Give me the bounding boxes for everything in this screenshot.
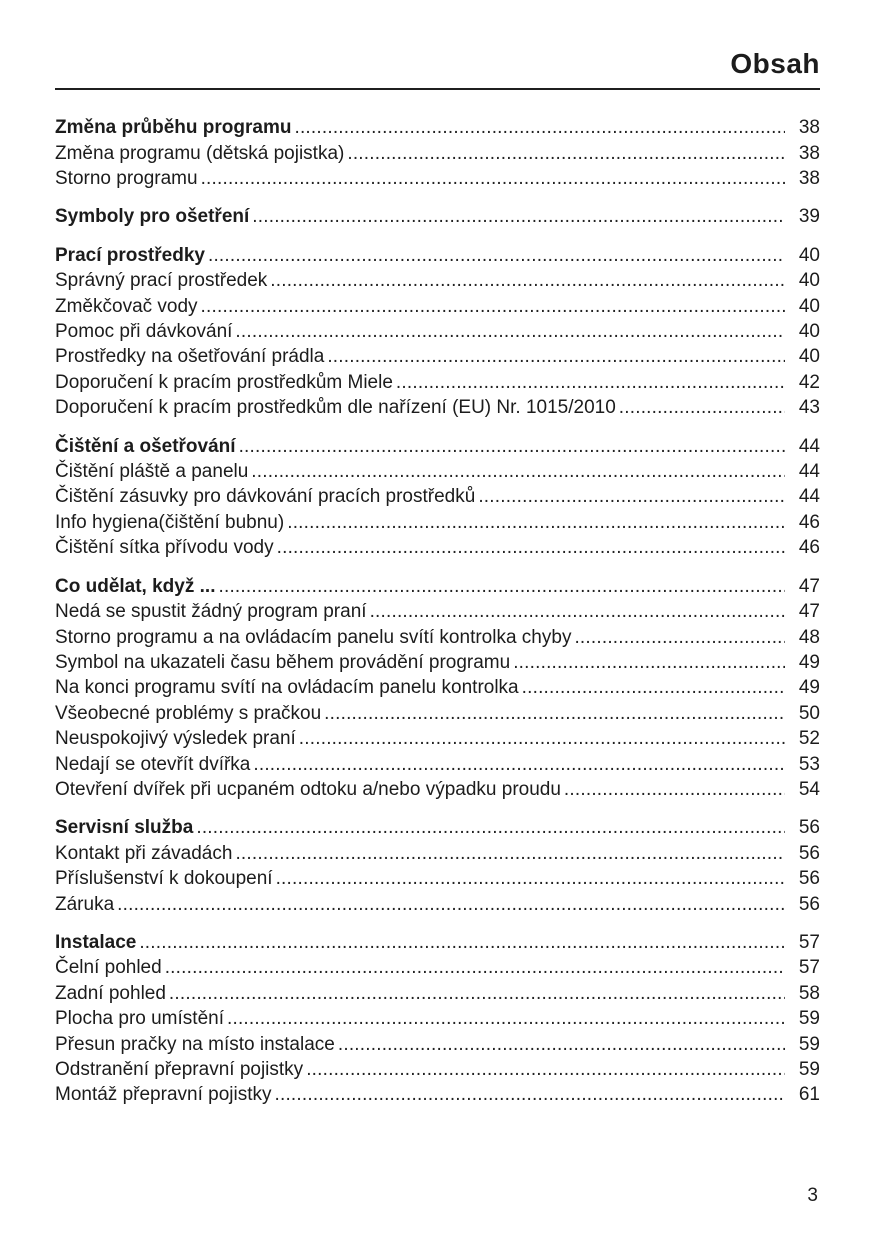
- toc-leader-dots: [478, 484, 785, 509]
- toc-entry-label: Prostředky na ošetřování prádla: [55, 346, 325, 368]
- toc-section: [55, 930, 820, 1108]
- toc: [55, 115, 820, 1108]
- toc-leader-dots: [619, 395, 785, 420]
- toc-row: [55, 294, 820, 319]
- toc-row: [55, 268, 820, 293]
- toc-entry-page: 50: [798, 702, 820, 724]
- toc-entry-label: Storno programu: [55, 168, 198, 189]
- toc-entry-page: 38: [798, 142, 820, 164]
- toc-entry-page: 53: [798, 753, 820, 775]
- toc-row: [55, 319, 820, 344]
- toc-entry-label: Odstranění přepravní pojistky: [55, 1059, 304, 1080]
- toc-entry-label: Přesun pračky na místo instalace: [55, 1033, 335, 1055]
- toc-leader-dots: [338, 1032, 785, 1057]
- toc-row: [55, 701, 820, 726]
- toc-entry-page: 46: [798, 511, 820, 533]
- toc-section: [55, 204, 820, 229]
- toc-section: [55, 243, 820, 421]
- toc-entry-page: 40: [798, 270, 820, 292]
- toc-entry-label: Na konci programu svítí na ovládacím panelu kontrolka: [55, 677, 519, 699]
- toc-entry-label: Příslušenství k dokoupení: [55, 868, 273, 890]
- toc-entry-page: 56: [798, 893, 820, 915]
- toc-row: [55, 395, 820, 420]
- toc-entry-label: Neuspokojivý výsledek praní: [55, 728, 296, 750]
- page-header: [55, 0, 820, 90]
- toc-row: [55, 841, 820, 866]
- toc-row: [55, 930, 820, 955]
- toc-row: [55, 484, 820, 509]
- toc-entry-page: 59: [798, 1033, 820, 1055]
- toc-row: [55, 115, 820, 140]
- toc-row: [55, 650, 820, 675]
- toc-row: [55, 866, 820, 891]
- page-title: Obsah: [730, 48, 820, 79]
- toc-entry-label: Storno programu a na ovládacím panelu svítí kontrolka chyby: [55, 626, 572, 648]
- toc-entry-page: 39: [798, 206, 820, 228]
- toc-entry-label: Instalace: [55, 931, 137, 953]
- toc-row: [55, 204, 820, 229]
- toc-leader-dots: [287, 510, 785, 535]
- toc-entry-label: Montáž přepravní pojistky: [55, 1084, 272, 1106]
- toc-entry-label: Nedá se spustit žádný program praní: [55, 601, 367, 623]
- toc-section: [55, 815, 820, 917]
- toc-entry-label: Nedají se otevřít dvířka: [55, 753, 251, 775]
- toc-leader-dots: [218, 574, 785, 599]
- toc-entry-page: 54: [798, 778, 820, 800]
- toc-entry-label: Kontakt při závadách: [55, 842, 233, 864]
- toc-leader-dots: [117, 892, 785, 917]
- toc-entry-label: Symboly pro ošetření: [55, 206, 250, 228]
- toc-entry-label: Všeobecné problémy s pračkou: [55, 702, 322, 724]
- page-footer: [807, 1185, 818, 1207]
- toc-leader-dots: [299, 726, 785, 751]
- toc-row: [55, 675, 820, 700]
- toc-entry-page: 38: [798, 117, 820, 139]
- toc-row: [55, 1082, 820, 1107]
- toc-leader-dots: [564, 777, 785, 802]
- toc-entry-label: Čelní pohled: [55, 957, 162, 979]
- toc-entry-label: Změna programu (dětská pojistka): [55, 142, 345, 164]
- toc-leader-dots: [235, 319, 785, 344]
- toc-entry-label: Doporučení k pracím prostředkům Miele: [55, 371, 393, 393]
- toc-row: [55, 574, 820, 599]
- toc-row: [55, 510, 820, 535]
- toc-row: [55, 1006, 820, 1031]
- toc-entry-page: 59: [798, 1059, 820, 1080]
- toc-leader-dots: [239, 434, 785, 459]
- toc-entry-page: 49: [798, 677, 820, 699]
- toc-leader-dots: [324, 701, 785, 726]
- toc-leader-dots: [169, 981, 785, 1006]
- toc-row: [55, 434, 820, 459]
- toc-entry-page: 56: [798, 817, 820, 839]
- toc-entry-page: 46: [798, 537, 820, 559]
- toc-entry-page: 38: [798, 168, 820, 189]
- toc-row: [55, 344, 820, 369]
- toc-entry-page: 42: [798, 371, 820, 393]
- toc-entry-label: Prací prostředky: [55, 244, 205, 266]
- toc-row: [55, 459, 820, 484]
- toc-entry-page: 40: [798, 295, 820, 317]
- toc-leader-dots: [522, 675, 785, 700]
- toc-row: [55, 777, 820, 802]
- toc-row: [55, 370, 820, 395]
- toc-leader-dots: [208, 243, 785, 268]
- toc-entry-label: Správný prací prostředek: [55, 270, 268, 292]
- toc-entry-label: Čištění sítka přívodu vody: [55, 537, 274, 559]
- toc-row: [55, 815, 820, 840]
- toc-leader-dots: [270, 268, 785, 293]
- toc-leader-dots: [277, 535, 785, 560]
- toc-row: [55, 1032, 820, 1057]
- toc-leader-dots: [139, 930, 785, 955]
- toc-entry-label: Zadní pohled: [55, 982, 166, 1004]
- toc-row: [55, 243, 820, 268]
- toc-entry-label: Doporučení k pracím prostředkům dle nařízení (EU) Nr. 1015/2010: [55, 397, 616, 419]
- toc-leader-dots: [574, 625, 785, 650]
- toc-entry-label: Čištění a ošetřování: [55, 435, 236, 457]
- toc-entry-label: Servisní služba: [55, 817, 194, 839]
- toc-leader-dots: [227, 1006, 785, 1031]
- toc-row: [55, 752, 820, 777]
- toc-entry-label: Čištění pláště a panelu: [55, 461, 249, 483]
- toc-entry-page: 47: [798, 601, 820, 623]
- toc-row: [55, 141, 820, 166]
- toc-entry-label: Změna průběhu programu: [55, 117, 292, 139]
- toc-row: [55, 625, 820, 650]
- toc-section: [55, 434, 820, 561]
- toc-row: [55, 892, 820, 917]
- toc-leader-dots: [347, 141, 785, 166]
- toc-entry-page: 40: [798, 321, 820, 343]
- toc-leader-dots: [370, 599, 785, 624]
- toc-leader-dots: [165, 955, 785, 980]
- toc-entry-label: Záruka: [55, 893, 115, 915]
- toc-row: [55, 599, 820, 624]
- toc-entry-label: Co udělat, když ...: [55, 575, 216, 597]
- header-rule: [55, 88, 820, 90]
- toc-leader-dots: [275, 1082, 786, 1107]
- toc-leader-dots: [235, 841, 785, 866]
- toc-entry-page: 59: [798, 1008, 820, 1030]
- toc-row: [55, 535, 820, 560]
- toc-entry-page: 40: [798, 346, 820, 368]
- toc-entry-page: 56: [798, 868, 820, 890]
- toc-section: [55, 574, 820, 803]
- toc-entry-page: 57: [798, 931, 820, 953]
- toc-leader-dots: [276, 866, 785, 891]
- toc-row: [55, 166, 820, 191]
- page-number: 3: [807, 1185, 818, 1206]
- toc-entry-label: Pomoc při dávkování: [55, 321, 233, 343]
- toc-entry-page: 44: [798, 435, 820, 457]
- toc-entry-page: 43: [798, 397, 820, 419]
- toc-leader-dots: [201, 294, 785, 319]
- toc-leader-dots: [513, 650, 785, 675]
- toc-leader-dots: [253, 752, 785, 777]
- toc-leader-dots: [306, 1057, 785, 1082]
- toc-entry-page: 47: [798, 575, 820, 597]
- toc-leader-dots: [201, 166, 785, 191]
- toc-leader-dots: [251, 459, 785, 484]
- toc-section: [55, 115, 820, 191]
- toc-entry-label: Změkčovač vody: [55, 295, 198, 317]
- toc-entry-page: 44: [798, 486, 820, 508]
- toc-entry-page: 48: [798, 626, 820, 648]
- toc-entry-label: Plocha pro umístění: [55, 1008, 224, 1030]
- toc-row: [55, 726, 820, 751]
- toc-entry-page: 40: [798, 244, 820, 266]
- toc-entry-page: 61: [798, 1084, 820, 1106]
- toc-entry-label: Čištění zásuvky pro dávkování pracích prostředků: [55, 486, 476, 508]
- toc-entry-label: Otevření dvířek při ucpaném odtoku a/nebo výpadku proudu: [55, 778, 561, 800]
- toc-leader-dots: [196, 815, 785, 840]
- toc-row: [55, 1057, 820, 1082]
- toc-entry-page: 57: [798, 957, 820, 979]
- toc-entry-page: 44: [798, 461, 820, 483]
- toc-entry-page: 58: [798, 982, 820, 1004]
- toc-entry-page: 49: [798, 651, 820, 673]
- toc-entry-label: Symbol na ukazateli času během provádění programu: [55, 651, 511, 673]
- toc-entry-page: 52: [798, 728, 820, 750]
- toc-row: [55, 955, 820, 980]
- toc-entry-label: Info hygiena(čištění bubnu): [55, 511, 285, 533]
- toc-leader-dots: [327, 344, 785, 369]
- toc-row: [55, 981, 820, 1006]
- toc-leader-dots: [294, 115, 785, 140]
- toc-leader-dots: [252, 204, 785, 229]
- toc-leader-dots: [396, 370, 785, 395]
- toc-entry-page: 56: [798, 842, 820, 864]
